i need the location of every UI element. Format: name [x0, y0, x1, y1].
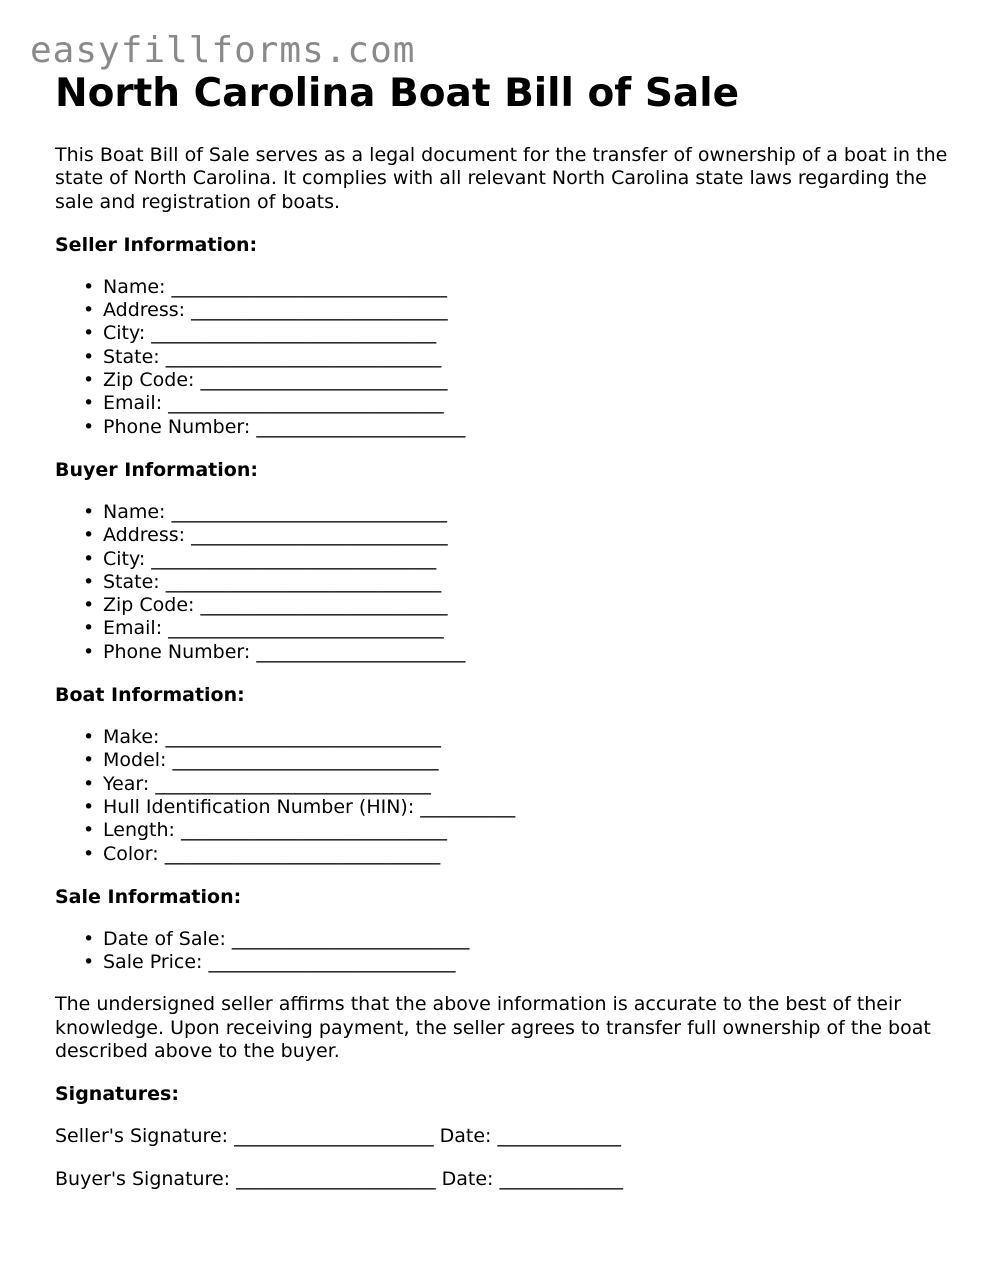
boat-color-field: • Color: _____________________________ — [55, 843, 955, 866]
boat-section-heading: Boat Information: — [55, 684, 245, 707]
boat-field-list — [55, 726, 955, 866]
boat-make-field: • Make: _____________________________ — [55, 726, 955, 749]
document-title: North Carolina Boat Bill of Sale — [55, 71, 740, 116]
buyer-city-field: • City: ______________________________ — [55, 548, 955, 571]
buyer-section-heading: Buyer Information: — [55, 458, 258, 481]
seller-zip-field: • Zip Code: __________________________ — [55, 369, 955, 392]
buyer-name-field: • Name: _____________________________ — [55, 501, 955, 524]
sale-date-field: • Date of Sale: _________________________ — [55, 928, 955, 951]
sale-field-list — [55, 928, 955, 975]
affirmation-paragraph: The undersigned seller affirms that the above information is accurate to the best of their knowledge. Upon receiving payment, the seller agrees to transfer full ownership of the boat described above to the buyer. — [55, 993, 931, 1063]
buyer-signature-line: Buyer's Signature: _____________________ Date: _____________ — [55, 1168, 623, 1191]
seller-section-heading: Seller Information: — [55, 233, 258, 256]
boat-year-field: • Year: _____________________________ — [55, 773, 955, 796]
seller-phone-field: • Phone Number: ______________________ — [55, 416, 955, 439]
intro-paragraph: This Boat Bill of Sale serves as a legal document for the transfer of ownership of a boat in the state of North Carolina. It complies with all relevant North Carolina state laws regarding the sale and registration of boats. — [55, 144, 948, 213]
seller-city-field: • City: ______________________________ — [55, 322, 955, 345]
buyer-email-field: • Email: _____________________________ — [55, 617, 955, 640]
seller-signature-line: Seller's Signature: _____________________ Date: _____________ — [55, 1125, 621, 1148]
boat-hin-field: • Hull Identification Number (HIN): __________ — [55, 796, 955, 819]
seller-name-field: • Name: _____________________________ — [55, 276, 955, 299]
seller-field-list — [55, 276, 955, 439]
signatures-section-heading: Signatures: — [55, 1083, 179, 1106]
buyer-field-list — [55, 501, 955, 664]
buyer-phone-field: • Phone Number: ______________________ — [55, 641, 955, 664]
sale-price-field: • Sale Price: __________________________ — [55, 951, 955, 974]
buyer-state-field: • State: _____________________________ — [55, 571, 955, 594]
document-body — [55, 70, 955, 1191]
seller-address-field: • Address: ___________________________ — [55, 299, 955, 322]
sale-section-heading: Sale Information: — [55, 885, 242, 908]
buyer-address-field: • Address: ___________________________ — [55, 524, 955, 547]
boat-length-field: • Length: ____________________________ — [55, 819, 955, 842]
seller-email-field: • Email: _____________________________ — [55, 392, 955, 415]
buyer-zip-field: • Zip Code: __________________________ — [55, 594, 955, 617]
seller-state-field: • State: _____________________________ — [55, 346, 955, 369]
watermark: easyfillforms.com — [30, 30, 416, 71]
boat-model-field: • Model: ____________________________ — [55, 749, 955, 772]
